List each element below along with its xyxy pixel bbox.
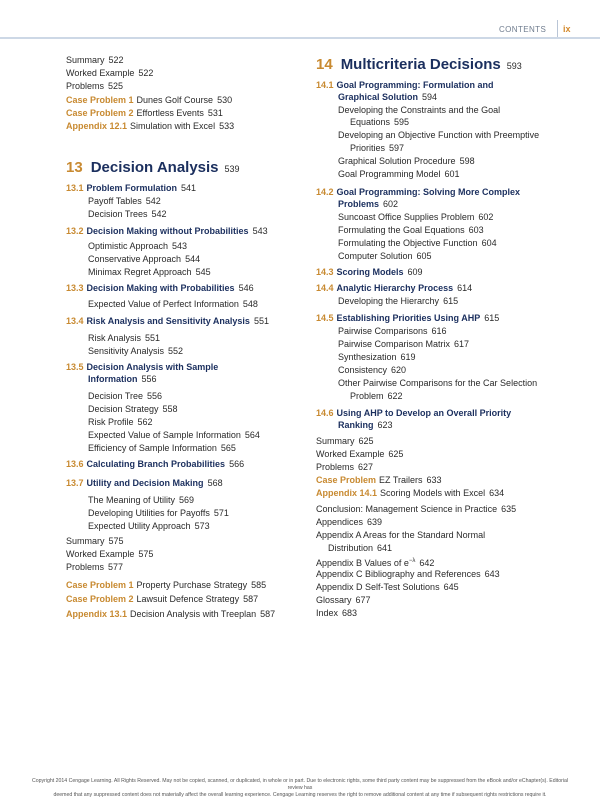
section-heading[interactable]: 13.4 Risk Analysis and Sensitivity Analysis 551: [66, 316, 269, 326]
toc-subentry[interactable]: Payoff Tables 542: [88, 196, 161, 206]
section-heading[interactable]: 13.3 Decision Making with Probabilities 546: [66, 283, 254, 293]
back-matter-entry[interactable]: Appendix D Self-Test Solutions 645: [316, 582, 459, 592]
section-heading-continued[interactable]: Ranking 623: [338, 420, 393, 430]
header-rule: [0, 37, 600, 39]
section-heading[interactable]: 13.1 Problem Formulation 541: [66, 183, 197, 193]
copyright-line-2: deemed that any suppressed content does not materially affect the overall learning experience. Cengage Learning reserves the right to remove additional content at any time if subsequent rights restrictions require it.: [53, 792, 547, 798]
toc-subentry-continued[interactable]: Priorities 597: [350, 143, 405, 153]
toc-subentry[interactable]: Consistency 620: [338, 365, 407, 375]
toc-subentry[interactable]: The Meaning of Utility 569: [88, 495, 195, 505]
chapter-heading[interactable]: 13 Decision Analysis 539: [66, 159, 240, 176]
toc-subentry[interactable]: Optimistic Approach 543: [88, 241, 188, 251]
section-heading[interactable]: 14.2 Goal Programming: Solving More Complex: [316, 187, 521, 197]
section-heading[interactable]: 14.3 Scoring Models 609: [316, 267, 423, 277]
toc-subentry[interactable]: Developing Utilities for Payoffs 571: [88, 508, 229, 518]
section-heading-continued[interactable]: Problems 602: [338, 199, 399, 209]
toc-subentry[interactable]: Sensitivity Analysis 552: [88, 346, 184, 356]
toc-subentry[interactable]: Developing an Objective Function with Preemptive: [338, 130, 540, 140]
section-heading[interactable]: 13.5 Decision Analysis with Sample: [66, 362, 219, 372]
header-separator: [557, 20, 558, 37]
toc-subentry[interactable]: Other Pairwise Comparisons for the Car Selection: [338, 378, 538, 388]
copyright-notice: [30, 778, 570, 799]
toc-subentry[interactable]: Graphical Solution Procedure 598: [338, 156, 475, 166]
toc-subentry[interactable]: Expected Utility Approach 573: [88, 521, 210, 531]
section-heading[interactable]: 13.2 Decision Making without Probabilities 543: [66, 226, 268, 236]
toc-subentry[interactable]: Efficiency of Sample Information 565: [88, 443, 236, 453]
case-problem-entry[interactable]: Case Problem 2 Lawsuit Defence Strategy 587: [66, 594, 259, 604]
toc-subentry[interactable]: Developing the Hierarchy 615: [338, 296, 459, 306]
toc-subentry[interactable]: Conservative Approach 544: [88, 254, 201, 264]
case-problem-entry[interactable]: Case Problem 1 Dunes Golf Course 530: [66, 95, 233, 105]
section-heading[interactable]: 14.5 Establishing Priorities Using AHP 615: [316, 313, 500, 323]
appendix-entry[interactable]: Appendix 13.1 Decision Analysis with Treeplan 587: [66, 609, 276, 619]
section-heading[interactable]: 13.6 Calculating Branch Probabilities 566: [66, 459, 245, 469]
section-heading[interactable]: 14.4 Analytic Hierarchy Process 614: [316, 283, 473, 293]
toc-entry[interactable]: Summary 625: [316, 436, 374, 446]
back-matter-entry[interactable]: Appendix B Values of $e^{-\lambda}$ 642: [316, 558, 435, 568]
section-heading[interactable]: 14.1 Goal Programming: Formulation and: [316, 80, 494, 90]
toc-entry[interactable]: Problems 577: [66, 562, 124, 572]
toc-subentry[interactable]: Decision Tree 556: [88, 391, 163, 401]
appendix-entry[interactable]: Appendix 14.1 Scoring Models with Excel 634: [316, 488, 505, 498]
back-matter-entry[interactable]: Appendix C Bibliography and References 643: [316, 569, 500, 579]
section-heading-continued[interactable]: Information 556: [88, 374, 157, 384]
toc-subentry-continued[interactable]: Problem 622: [350, 391, 403, 401]
toc-subentry[interactable]: Risk Analysis 551: [88, 333, 161, 343]
toc-subentry[interactable]: Formulating the Goal Equations 603: [338, 225, 484, 235]
toc-subentry[interactable]: Decision Trees 542: [88, 209, 167, 219]
toc-entry[interactable]: Worked Example 575: [66, 549, 154, 559]
toc-entry[interactable]: Summary 522: [66, 55, 124, 65]
toc-entry[interactable]: Summary 575: [66, 536, 124, 546]
running-header-label: CONTENTS: [499, 25, 547, 34]
toc-subentry[interactable]: Developing the Constraints and the Goal: [338, 105, 501, 115]
toc-subentry[interactable]: Computer Solution 605: [338, 251, 432, 261]
toc-subentry[interactable]: Pairwise Comparisons 616: [338, 326, 447, 336]
toc-subentry[interactable]: Minimax Regret Approach 545: [88, 267, 211, 277]
appendix-entry[interactable]: Appendix 12.1 Simulation with Excel 533: [66, 121, 235, 131]
case-problem-entry[interactable]: Case Problem 1 Property Purchase Strategy 585: [66, 580, 267, 590]
toc-subentry[interactable]: Decision Strategy 558: [88, 404, 178, 414]
toc-entry[interactable]: Worked Example 522: [66, 68, 154, 78]
toc-subentry[interactable]: Formulating the Objective Function 604: [338, 238, 497, 248]
case-problem-entry[interactable]: Case Problem 2 Effortless Events 531: [66, 108, 223, 118]
toc-entry[interactable]: Problems 627: [316, 462, 374, 472]
toc-subentry[interactable]: Risk Profile 562: [88, 417, 153, 427]
toc-subentry[interactable]: Pairwise Comparison Matrix 617: [338, 339, 470, 349]
back-matter-entry[interactable]: Conclusion: Management Science in Practice 635: [316, 504, 517, 514]
case-problem-entry[interactable]: Case Problem EZ Trailers 633: [316, 475, 442, 485]
copyright-line-1: Copyright 2014 Cengage Learning. All Rights Reserved. May not be copied, scanned, or duplicated, in whole or in part. Due to electronic rights, some third party content may be suppressed from the eBook and/or eChapter(s). Editorial review has: [31, 778, 569, 791]
section-heading[interactable]: 13.7 Utility and Decision Making 568: [66, 478, 223, 488]
toc-subentry[interactable]: Synthesization 619: [338, 352, 416, 362]
chapter-heading[interactable]: 14 Multicriteria Decisions 593: [316, 56, 522, 73]
section-heading-continued[interactable]: Graphical Solution 594: [338, 92, 438, 102]
back-matter-entry-continued[interactable]: Distribution 641: [328, 543, 393, 553]
page-number: ix: [563, 24, 571, 34]
toc-subentry[interactable]: Expected Value of Sample Information 564: [88, 430, 260, 440]
back-matter-entry[interactable]: Appendices 639: [316, 517, 383, 527]
toc-subentry[interactable]: Suncoast Office Supplies Problem 602: [338, 212, 494, 222]
back-matter-entry[interactable]: Glossary 677: [316, 595, 371, 605]
toc-subentry-continued[interactable]: Equations 595: [350, 117, 410, 127]
toc-subentry[interactable]: Expected Value of Perfect Information 548: [88, 299, 258, 309]
toc-entry[interactable]: Worked Example 625: [316, 449, 404, 459]
toc-entry[interactable]: Problems 525: [66, 81, 124, 91]
back-matter-entry[interactable]: Appendix A Areas for the Standard Normal: [316, 530, 486, 540]
back-matter-entry[interactable]: Index 683: [316, 608, 358, 618]
section-heading[interactable]: 14.6 Using AHP to Develop an Overall Priority: [316, 408, 512, 418]
toc-subentry[interactable]: Goal Programming Model 601: [338, 169, 460, 179]
